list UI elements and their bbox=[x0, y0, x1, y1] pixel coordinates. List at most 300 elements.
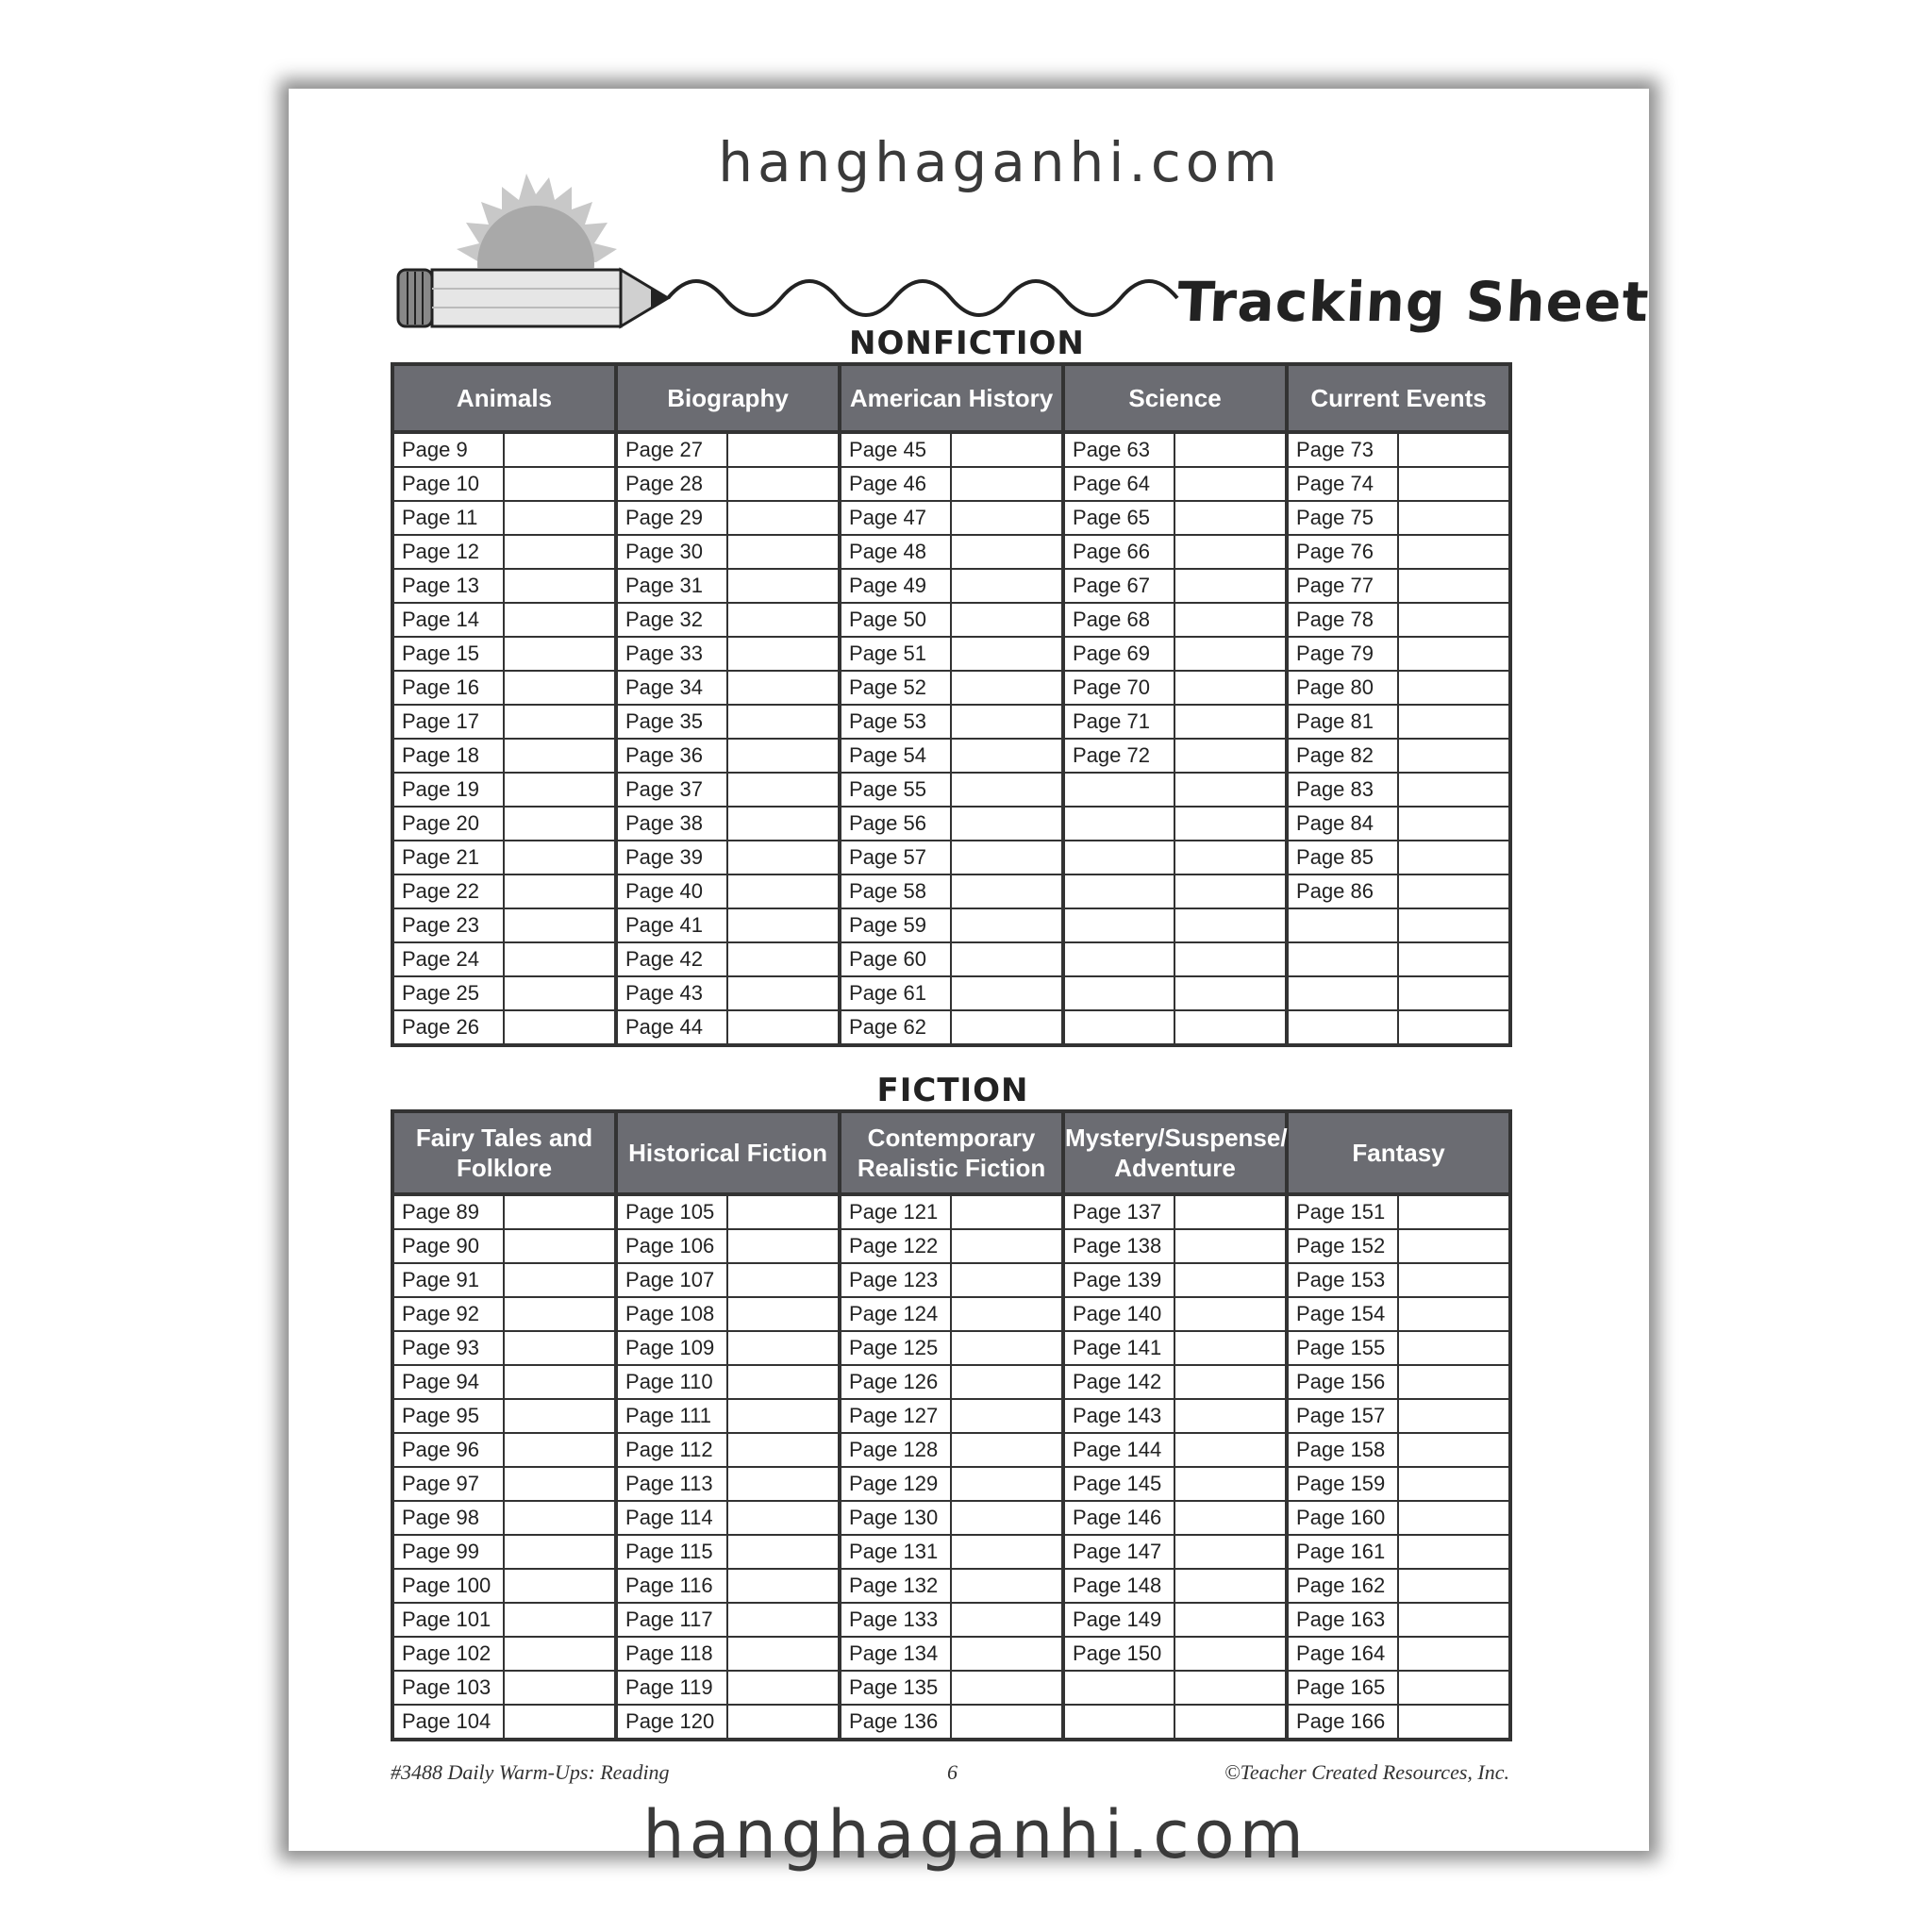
table-row bbox=[392, 1569, 1510, 1603]
checkoff-cell[interactable] bbox=[727, 942, 840, 976]
checkoff-cell[interactable] bbox=[727, 603, 840, 637]
checkoff-cell[interactable] bbox=[1174, 1501, 1287, 1535]
nonfiction-section-title: NONFICTION bbox=[849, 325, 1085, 362]
checkoff-cell[interactable] bbox=[727, 1535, 840, 1569]
checkoff-cell[interactable] bbox=[951, 874, 1063, 908]
page-cell: Page 103 bbox=[392, 1671, 504, 1705]
checkoff-cell[interactable] bbox=[1398, 942, 1510, 976]
table-row bbox=[392, 1194, 1510, 1229]
checkoff-cell[interactable] bbox=[504, 1705, 616, 1740]
page-cell: Page 11 bbox=[392, 501, 504, 535]
checkoff-cell[interactable] bbox=[504, 1671, 616, 1705]
checkoff-cell[interactable] bbox=[951, 1297, 1063, 1331]
page-cell: Page 163 bbox=[1287, 1603, 1398, 1637]
checkoff-cell[interactable] bbox=[504, 908, 616, 942]
page-cell bbox=[1063, 1671, 1174, 1705]
checkoff-cell[interactable] bbox=[1398, 1229, 1510, 1263]
nonfiction-table bbox=[391, 362, 1512, 1047]
page-cell: Page 126 bbox=[840, 1365, 951, 1399]
column-header: Fairy Tales and Folklore bbox=[392, 1111, 616, 1194]
table-row bbox=[392, 1433, 1510, 1467]
checkoff-cell[interactable] bbox=[504, 1010, 616, 1045]
checkoff-cell[interactable] bbox=[727, 976, 840, 1010]
page-cell: Page 71 bbox=[1063, 705, 1174, 739]
page-cell: Page 122 bbox=[840, 1229, 951, 1263]
checkoff-cell[interactable] bbox=[1398, 535, 1510, 569]
table-row bbox=[392, 1501, 1510, 1535]
table-row bbox=[392, 1603, 1510, 1637]
checkoff-cell[interactable] bbox=[951, 807, 1063, 841]
checkoff-cell[interactable] bbox=[951, 1535, 1063, 1569]
page-cell: Page 57 bbox=[840, 841, 951, 874]
checkoff-cell[interactable] bbox=[727, 1365, 840, 1399]
page-cell: Page 39 bbox=[616, 841, 727, 874]
page-cell: Page 113 bbox=[616, 1467, 727, 1501]
checkoff-cell[interactable] bbox=[1398, 1637, 1510, 1671]
checkoff-cell[interactable] bbox=[1398, 467, 1510, 501]
page-cell: Page 83 bbox=[1287, 773, 1398, 807]
table-row bbox=[392, 467, 1510, 501]
page-cell: Page 157 bbox=[1287, 1399, 1398, 1433]
page-cell: Page 23 bbox=[392, 908, 504, 942]
page-cell: Page 46 bbox=[840, 467, 951, 501]
table-row bbox=[392, 501, 1510, 535]
table-row bbox=[392, 535, 1510, 569]
page-cell: Page 40 bbox=[616, 874, 727, 908]
checkoff-cell[interactable] bbox=[727, 739, 840, 773]
page-cell: Page 130 bbox=[840, 1501, 951, 1535]
checkoff-cell[interactable] bbox=[1174, 1297, 1287, 1331]
page-cell: Page 99 bbox=[392, 1535, 504, 1569]
page-cell: Page 74 bbox=[1287, 467, 1398, 501]
checkoff-cell[interactable] bbox=[1398, 1671, 1510, 1705]
checkoff-cell[interactable] bbox=[951, 1365, 1063, 1399]
checkoff-cell[interactable] bbox=[951, 705, 1063, 739]
page-cell: Page 90 bbox=[392, 1229, 504, 1263]
checkoff-cell[interactable] bbox=[1398, 908, 1510, 942]
checkoff-cell[interactable] bbox=[504, 1194, 616, 1229]
checkoff-cell[interactable] bbox=[504, 432, 616, 467]
page-cell: Page 80 bbox=[1287, 671, 1398, 705]
checkoff-cell[interactable] bbox=[1174, 1603, 1287, 1637]
checkoff-cell[interactable] bbox=[504, 976, 616, 1010]
checkoff-cell[interactable] bbox=[951, 1433, 1063, 1467]
page-cell: Page 85 bbox=[1287, 841, 1398, 874]
checkoff-cell[interactable] bbox=[951, 467, 1063, 501]
page-cell: Page 136 bbox=[840, 1705, 951, 1740]
page-cell: Page 49 bbox=[840, 569, 951, 603]
page-cell: Page 91 bbox=[392, 1263, 504, 1297]
page-cell bbox=[1287, 1010, 1398, 1045]
checkoff-cell[interactable] bbox=[951, 976, 1063, 1010]
checkoff-cell[interactable] bbox=[1174, 976, 1287, 1010]
checkoff-cell[interactable] bbox=[1174, 637, 1287, 671]
checkoff-cell[interactable] bbox=[504, 1501, 616, 1535]
checkoff-cell[interactable] bbox=[1174, 671, 1287, 705]
page-cell: Page 129 bbox=[840, 1467, 951, 1501]
checkoff-cell[interactable] bbox=[727, 501, 840, 535]
page-cell: Page 29 bbox=[616, 501, 727, 535]
checkoff-cell[interactable] bbox=[504, 467, 616, 501]
checkoff-cell[interactable] bbox=[951, 1010, 1063, 1045]
checkoff-cell[interactable] bbox=[504, 535, 616, 569]
page-cell: Page 94 bbox=[392, 1365, 504, 1399]
checkoff-cell[interactable] bbox=[1398, 1467, 1510, 1501]
page-cell: Page 79 bbox=[1287, 637, 1398, 671]
page-cell: Page 41 bbox=[616, 908, 727, 942]
page-cell bbox=[1287, 908, 1398, 942]
checkoff-cell[interactable] bbox=[1174, 1535, 1287, 1569]
page-cell: Page 124 bbox=[840, 1297, 951, 1331]
checkoff-cell[interactable] bbox=[1174, 1263, 1287, 1297]
page-cell: Page 143 bbox=[1063, 1399, 1174, 1433]
page-cell: Page 114 bbox=[616, 1501, 727, 1535]
checkoff-cell[interactable] bbox=[951, 1467, 1063, 1501]
checkoff-cell[interactable] bbox=[504, 671, 616, 705]
checkoff-cell[interactable] bbox=[1174, 942, 1287, 976]
checkoff-cell[interactable] bbox=[951, 1501, 1063, 1535]
page-cell bbox=[1063, 841, 1174, 874]
checkoff-cell[interactable] bbox=[1398, 1433, 1510, 1467]
page-cell: Page 86 bbox=[1287, 874, 1398, 908]
checkoff-cell[interactable] bbox=[727, 637, 840, 671]
checkoff-cell[interactable] bbox=[504, 1433, 616, 1467]
page-cell: Page 26 bbox=[392, 1010, 504, 1045]
page-cell: Page 93 bbox=[392, 1331, 504, 1365]
checkoff-cell[interactable] bbox=[1398, 1263, 1510, 1297]
page-cell: Page 105 bbox=[616, 1194, 727, 1229]
checkoff-cell[interactable] bbox=[1174, 501, 1287, 535]
page-cell: Page 75 bbox=[1287, 501, 1398, 535]
checkoff-cell[interactable] bbox=[1398, 705, 1510, 739]
checkoff-cell[interactable] bbox=[951, 908, 1063, 942]
page-cell: Page 151 bbox=[1287, 1194, 1398, 1229]
page-cell: Page 27 bbox=[616, 432, 727, 467]
checkoff-cell[interactable] bbox=[951, 569, 1063, 603]
table-row bbox=[392, 1010, 1510, 1045]
checkoff-cell[interactable] bbox=[951, 1603, 1063, 1637]
checkoff-cell[interactable] bbox=[951, 501, 1063, 535]
page-cell: Page 66 bbox=[1063, 535, 1174, 569]
page-cell bbox=[1287, 976, 1398, 1010]
checkoff-cell[interactable] bbox=[1174, 432, 1287, 467]
page-cell: Page 119 bbox=[616, 1671, 727, 1705]
checkoff-cell[interactable] bbox=[1398, 773, 1510, 807]
checkoff-cell[interactable] bbox=[504, 501, 616, 535]
checkoff-cell[interactable] bbox=[951, 1229, 1063, 1263]
checkoff-cell[interactable] bbox=[1398, 1399, 1510, 1433]
checkoff-cell[interactable] bbox=[1174, 1399, 1287, 1433]
page-cell: Page 123 bbox=[840, 1263, 951, 1297]
checkoff-cell[interactable] bbox=[727, 1331, 840, 1365]
page-cell: Page 28 bbox=[616, 467, 727, 501]
page-cell: Page 140 bbox=[1063, 1297, 1174, 1331]
page-cell: Page 144 bbox=[1063, 1433, 1174, 1467]
checkoff-cell[interactable] bbox=[951, 1569, 1063, 1603]
checkoff-cell[interactable] bbox=[951, 739, 1063, 773]
checkoff-cell[interactable] bbox=[1398, 501, 1510, 535]
checkoff-cell[interactable] bbox=[1398, 841, 1510, 874]
page-cell: Page 152 bbox=[1287, 1229, 1398, 1263]
page-cell bbox=[1063, 1705, 1174, 1740]
checkoff-cell[interactable] bbox=[504, 942, 616, 976]
checkoff-cell[interactable] bbox=[504, 1569, 616, 1603]
page-cell: Page 159 bbox=[1287, 1467, 1398, 1501]
page-cell: Page 55 bbox=[840, 773, 951, 807]
checkoff-cell[interactable] bbox=[1174, 1229, 1287, 1263]
checkoff-cell[interactable] bbox=[727, 432, 840, 467]
page-cell: Page 120 bbox=[616, 1705, 727, 1740]
table-row bbox=[392, 1705, 1510, 1740]
page-cell: Page 78 bbox=[1287, 603, 1398, 637]
checkoff-cell[interactable] bbox=[1398, 432, 1510, 467]
column-header: Science bbox=[1063, 364, 1287, 432]
checkoff-cell[interactable] bbox=[1398, 1501, 1510, 1535]
checkoff-cell[interactable] bbox=[1174, 535, 1287, 569]
checkoff-cell[interactable] bbox=[1174, 1569, 1287, 1603]
checkoff-cell[interactable] bbox=[727, 908, 840, 942]
checkoff-cell[interactable] bbox=[504, 874, 616, 908]
checkoff-cell[interactable] bbox=[951, 1705, 1063, 1740]
checkoff-cell[interactable] bbox=[727, 1263, 840, 1297]
table-row bbox=[392, 874, 1510, 908]
checkoff-cell[interactable] bbox=[1398, 569, 1510, 603]
checkoff-cell[interactable] bbox=[504, 603, 616, 637]
checkoff-cell[interactable] bbox=[1174, 1467, 1287, 1501]
checkoff-cell[interactable] bbox=[951, 1194, 1063, 1229]
checkoff-cell[interactable] bbox=[504, 1535, 616, 1569]
page-cell: Page 59 bbox=[840, 908, 951, 942]
page-cell: Page 56 bbox=[840, 807, 951, 841]
checkoff-cell[interactable] bbox=[727, 1603, 840, 1637]
checkoff-cell[interactable] bbox=[951, 1399, 1063, 1433]
page-cell: Page 116 bbox=[616, 1569, 727, 1603]
checkoff-cell[interactable] bbox=[1398, 1705, 1510, 1740]
checkoff-cell[interactable] bbox=[727, 1010, 840, 1045]
table-row bbox=[392, 1365, 1510, 1399]
watermark-top: hanghaganhi.com bbox=[718, 130, 1282, 194]
table-row bbox=[392, 671, 1510, 705]
page-cell: Page 164 bbox=[1287, 1637, 1398, 1671]
page-footer bbox=[391, 1760, 1509, 1789]
checkoff-cell[interactable] bbox=[727, 1705, 840, 1740]
page-cell: Page 36 bbox=[616, 739, 727, 773]
page-cell: Page 100 bbox=[392, 1569, 504, 1603]
page-cell: Page 165 bbox=[1287, 1671, 1398, 1705]
checkoff-cell[interactable] bbox=[1174, 467, 1287, 501]
page-cell: Page 135 bbox=[840, 1671, 951, 1705]
checkoff-cell[interactable] bbox=[727, 1297, 840, 1331]
checkoff-cell[interactable] bbox=[727, 874, 840, 908]
checkoff-cell[interactable] bbox=[504, 569, 616, 603]
page-cell bbox=[1063, 874, 1174, 908]
checkoff-cell[interactable] bbox=[1174, 1194, 1287, 1229]
page-cell: Page 44 bbox=[616, 1010, 727, 1045]
page-cell: Page 125 bbox=[840, 1331, 951, 1365]
table-row bbox=[392, 1297, 1510, 1331]
checkoff-cell[interactable] bbox=[1174, 1671, 1287, 1705]
checkoff-cell[interactable] bbox=[1174, 807, 1287, 841]
checkoff-cell[interactable] bbox=[1174, 705, 1287, 739]
page-cell: Page 97 bbox=[392, 1467, 504, 1501]
checkoff-cell[interactable] bbox=[504, 1297, 616, 1331]
page-cell: Page 115 bbox=[616, 1535, 727, 1569]
checkoff-cell[interactable] bbox=[727, 467, 840, 501]
checkoff-cell[interactable] bbox=[1174, 739, 1287, 773]
checkoff-cell[interactable] bbox=[504, 807, 616, 841]
checkoff-cell[interactable] bbox=[1174, 1010, 1287, 1045]
page-cell: Page 64 bbox=[1063, 467, 1174, 501]
page-cell: Page 73 bbox=[1287, 432, 1398, 467]
table-row bbox=[392, 432, 1510, 467]
page-cell: Page 156 bbox=[1287, 1365, 1398, 1399]
checkoff-cell[interactable] bbox=[1174, 1331, 1287, 1365]
checkoff-cell[interactable] bbox=[1398, 1535, 1510, 1569]
checkoff-cell[interactable] bbox=[727, 807, 840, 841]
checkoff-cell[interactable] bbox=[951, 535, 1063, 569]
checkoff-cell[interactable] bbox=[951, 671, 1063, 705]
page-cell: Page 52 bbox=[840, 671, 951, 705]
footer-book-title: #3488 Daily Warm-Ups: Reading bbox=[391, 1760, 670, 1784]
checkoff-cell[interactable] bbox=[1174, 603, 1287, 637]
checkoff-cell[interactable] bbox=[951, 603, 1063, 637]
checkoff-cell[interactable] bbox=[504, 1637, 616, 1671]
checkoff-cell[interactable] bbox=[727, 1229, 840, 1263]
checkoff-cell[interactable] bbox=[951, 1671, 1063, 1705]
checkoff-cell[interactable] bbox=[1398, 739, 1510, 773]
checkoff-cell[interactable] bbox=[1398, 1331, 1510, 1365]
checkoff-cell[interactable] bbox=[1398, 807, 1510, 841]
page-cell: Page 142 bbox=[1063, 1365, 1174, 1399]
page-cell: Page 10 bbox=[392, 467, 504, 501]
checkoff-cell[interactable] bbox=[727, 1399, 840, 1433]
page-cell: Page 22 bbox=[392, 874, 504, 908]
page-cell: Page 132 bbox=[840, 1569, 951, 1603]
checkoff-cell[interactable] bbox=[1174, 1637, 1287, 1671]
checkoff-cell[interactable] bbox=[951, 841, 1063, 874]
page-cell: Page 150 bbox=[1063, 1637, 1174, 1671]
checkoff-cell[interactable] bbox=[1174, 841, 1287, 874]
header-row bbox=[392, 1111, 1510, 1194]
checkoff-cell[interactable] bbox=[951, 773, 1063, 807]
checkoff-cell[interactable] bbox=[504, 841, 616, 874]
checkoff-cell[interactable] bbox=[1398, 1569, 1510, 1603]
page-cell: Page 68 bbox=[1063, 603, 1174, 637]
page-cell: Page 112 bbox=[616, 1433, 727, 1467]
page-cell: Page 160 bbox=[1287, 1501, 1398, 1535]
watermark-bottom: hanghaganhi.com bbox=[642, 1796, 1308, 1874]
checkoff-cell[interactable] bbox=[727, 1637, 840, 1671]
checkoff-cell[interactable] bbox=[1398, 1603, 1510, 1637]
checkoff-cell[interactable] bbox=[727, 1194, 840, 1229]
checkoff-cell[interactable] bbox=[1398, 671, 1510, 705]
page-cell: Page 65 bbox=[1063, 501, 1174, 535]
checkoff-cell[interactable] bbox=[504, 773, 616, 807]
checkoff-cell[interactable] bbox=[504, 1365, 616, 1399]
page-cell: Page 12 bbox=[392, 535, 504, 569]
checkoff-cell[interactable] bbox=[727, 569, 840, 603]
page-cell: Page 102 bbox=[392, 1637, 504, 1671]
checkoff-cell[interactable] bbox=[727, 1569, 840, 1603]
page-cell: Page 67 bbox=[1063, 569, 1174, 603]
page-cell: Page 95 bbox=[392, 1399, 504, 1433]
checkoff-cell[interactable] bbox=[1398, 1297, 1510, 1331]
checkoff-cell[interactable] bbox=[951, 1637, 1063, 1671]
checkoff-cell[interactable] bbox=[727, 535, 840, 569]
checkoff-cell[interactable] bbox=[727, 1467, 840, 1501]
checkoff-cell[interactable] bbox=[727, 671, 840, 705]
page-cell: Page 69 bbox=[1063, 637, 1174, 671]
footer-copyright: ©Teacher Created Resources, Inc. bbox=[1224, 1760, 1509, 1784]
column-header: Historical Fiction bbox=[616, 1111, 840, 1194]
checkoff-cell[interactable] bbox=[1174, 773, 1287, 807]
table-row bbox=[392, 739, 1510, 773]
checkoff-cell[interactable] bbox=[727, 773, 840, 807]
checkoff-cell[interactable] bbox=[504, 1467, 616, 1501]
checkoff-cell[interactable] bbox=[1398, 1365, 1510, 1399]
checkoff-cell[interactable] bbox=[727, 1671, 840, 1705]
column-header: Animals bbox=[392, 364, 616, 432]
checkoff-cell[interactable] bbox=[504, 739, 616, 773]
table-row bbox=[392, 908, 1510, 942]
page-cell: Page 13 bbox=[392, 569, 504, 603]
page-cell: Page 138 bbox=[1063, 1229, 1174, 1263]
checkoff-cell[interactable] bbox=[1174, 1365, 1287, 1399]
checkoff-cell[interactable] bbox=[504, 1229, 616, 1263]
checkoff-cell[interactable] bbox=[951, 942, 1063, 976]
page-cell: Page 148 bbox=[1063, 1569, 1174, 1603]
checkoff-cell[interactable] bbox=[1398, 874, 1510, 908]
page-cell: Page 107 bbox=[616, 1263, 727, 1297]
checkoff-cell[interactable] bbox=[727, 1501, 840, 1535]
checkoff-cell[interactable] bbox=[1174, 908, 1287, 942]
checkoff-cell[interactable] bbox=[1174, 874, 1287, 908]
checkoff-cell[interactable] bbox=[1174, 1433, 1287, 1467]
checkoff-cell[interactable] bbox=[727, 841, 840, 874]
checkoff-cell[interactable] bbox=[1174, 1705, 1287, 1740]
checkoff-cell[interactable] bbox=[504, 637, 616, 671]
checkoff-cell[interactable] bbox=[504, 1603, 616, 1637]
page-cell bbox=[1063, 1010, 1174, 1045]
checkoff-cell[interactable] bbox=[1398, 1194, 1510, 1229]
checkoff-cell[interactable] bbox=[1174, 569, 1287, 603]
checkoff-cell[interactable] bbox=[504, 1263, 616, 1297]
page-cell: Page 61 bbox=[840, 976, 951, 1010]
checkoff-cell[interactable] bbox=[1398, 1010, 1510, 1045]
checkoff-cell[interactable] bbox=[727, 1433, 840, 1467]
checkoff-cell[interactable] bbox=[1398, 976, 1510, 1010]
checkoff-cell[interactable] bbox=[1398, 603, 1510, 637]
table-row bbox=[392, 1467, 1510, 1501]
checkoff-cell[interactable] bbox=[1398, 637, 1510, 671]
checkoff-cell[interactable] bbox=[727, 705, 840, 739]
table-row bbox=[392, 1331, 1510, 1365]
page-cell bbox=[1063, 942, 1174, 976]
page-cell: Page 117 bbox=[616, 1603, 727, 1637]
checkoff-cell[interactable] bbox=[951, 432, 1063, 467]
checkoff-cell[interactable] bbox=[951, 637, 1063, 671]
table-row bbox=[392, 1399, 1510, 1433]
checkoff-cell[interactable] bbox=[504, 705, 616, 739]
checkoff-cell[interactable] bbox=[504, 1331, 616, 1365]
page-cell: Page 35 bbox=[616, 705, 727, 739]
checkoff-cell[interactable] bbox=[951, 1331, 1063, 1365]
table-row bbox=[392, 1637, 1510, 1671]
page-cell: Page 14 bbox=[392, 603, 504, 637]
checkoff-cell[interactable] bbox=[951, 1263, 1063, 1297]
page-cell: Page 84 bbox=[1287, 807, 1398, 841]
checkoff-cell[interactable] bbox=[504, 1399, 616, 1433]
